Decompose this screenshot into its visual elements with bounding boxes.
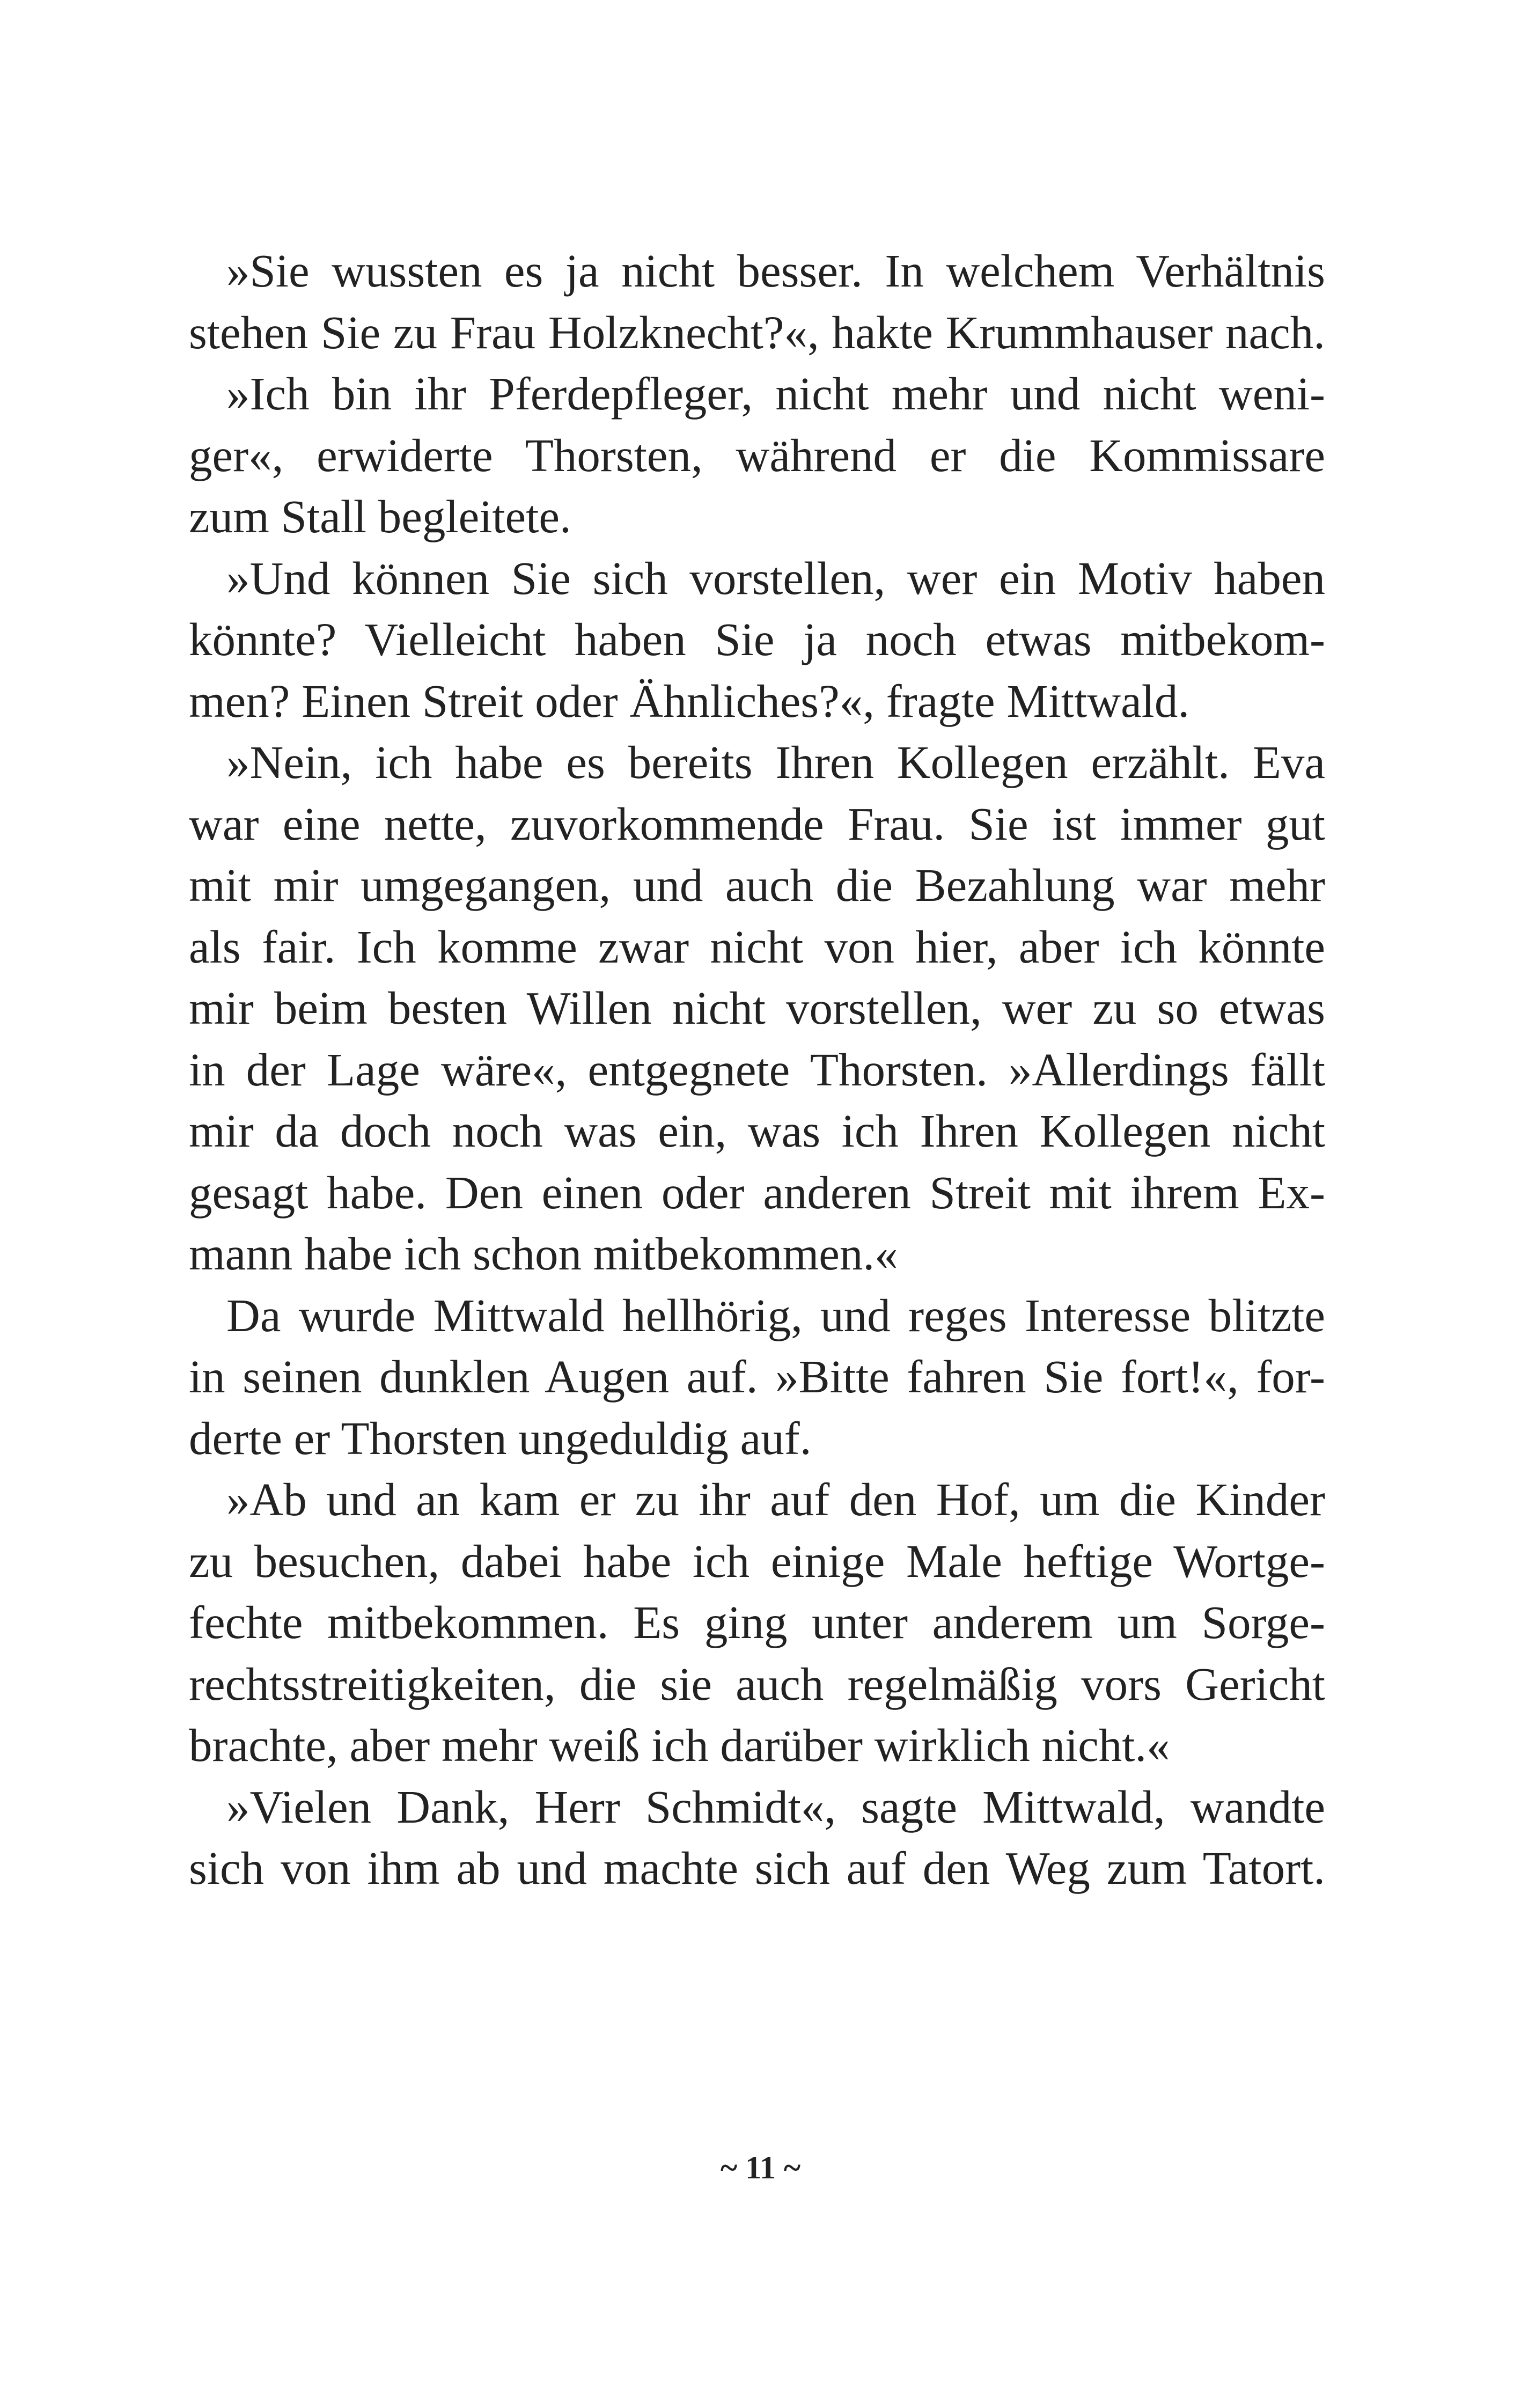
text-line: fechte mitbekommen. Es ging unter anderem um Sorge-	[189, 1596, 1325, 1648]
text-line: könnte? Vielleicht haben Sie ja noch etwas mitbekom-	[189, 613, 1325, 665]
text-line: derte er Thorsten ungeduldig auf.	[189, 1412, 812, 1464]
text-line: »Nein, ich habe es bereits Ihren Kollegen erzählt. Eva	[226, 736, 1325, 788]
paragraph	[189, 363, 1325, 548]
paragraph	[189, 240, 1325, 363]
paragraph	[189, 1776, 1325, 1899]
text-line: gesagt habe. Den einen oder anderen Streit mit ihrem Ex-	[189, 1166, 1325, 1218]
text-line: brachte, aber mehr weiß ich darüber wirklich nicht.«	[189, 1719, 1170, 1771]
text-line: Da wurde Mittwald hellhörig, und reges Interesse blitzte	[226, 1289, 1325, 1341]
text-line: in seinen dunklen Augen auf. »Bitte fahren Sie fort!«, for-	[189, 1350, 1325, 1403]
text-line: »Ich bin ihr Pferdepfleger, nicht mehr und nicht weni-	[226, 368, 1325, 420]
text-line: mit mir umgegangen, und auch die Bezahlung war mehr	[189, 859, 1325, 911]
text-line: »Vielen Dank, Herr Schmidt«, sagte Mittwald, wandte	[226, 1780, 1325, 1833]
text-line: rechtsstreitigkeiten, die sie auch regelmäßig vors Gericht	[189, 1657, 1325, 1710]
paragraph	[189, 1469, 1325, 1776]
paragraph	[189, 732, 1325, 1285]
text-line: in der Lage wäre«, entgegnete Thorsten. »Allerdings fällt	[189, 1043, 1325, 1096]
text-line: mir beim besten Willen nicht vorstellen, wer zu so etwas	[189, 982, 1325, 1034]
text-line: zu besuchen, dabei habe ich einige Male heftige Wortge-	[189, 1535, 1325, 1587]
text-line: ger«, erwiderte Thorsten, während er die Kommissare	[189, 429, 1325, 481]
text-line: »Ab und an kam er zu ihr auf den Hof, um die Kinder	[226, 1473, 1325, 1525]
body-text	[189, 240, 1325, 1899]
text-line: als fair. Ich komme zwar nicht von hier, aber ich könnte	[189, 920, 1325, 973]
text-line: mir da doch noch was ein, was ich Ihren Kollegen nicht	[189, 1105, 1325, 1157]
text-line: men? Einen Streit oder Ähnliches?«, fragte Mittwald.	[189, 674, 1190, 727]
text-line: war eine nette, zuvorkommende Frau. Sie ist immer gut	[189, 797, 1325, 850]
text-line: mann habe ich schon mitbekommen.«	[189, 1228, 898, 1280]
text-line: stehen Sie zu Frau Holzknecht?«, hakte Krummhauser nach.	[189, 306, 1325, 358]
text-line: zum Stall begleitete.	[189, 490, 571, 542]
text-line: »Und können Sie sich vorstellen, wer ein Motiv haben	[226, 552, 1325, 604]
page-number: ~ 11 ~	[720, 2150, 801, 2185]
paragraph	[189, 548, 1325, 732]
text-line: »Sie wussten es ja nicht besser. In welchem Verhältnis	[226, 245, 1325, 297]
text-line: sich von ihm ab und machte sich auf den Weg zum Tatort.	[189, 1842, 1325, 1894]
paragraph	[189, 1285, 1325, 1470]
